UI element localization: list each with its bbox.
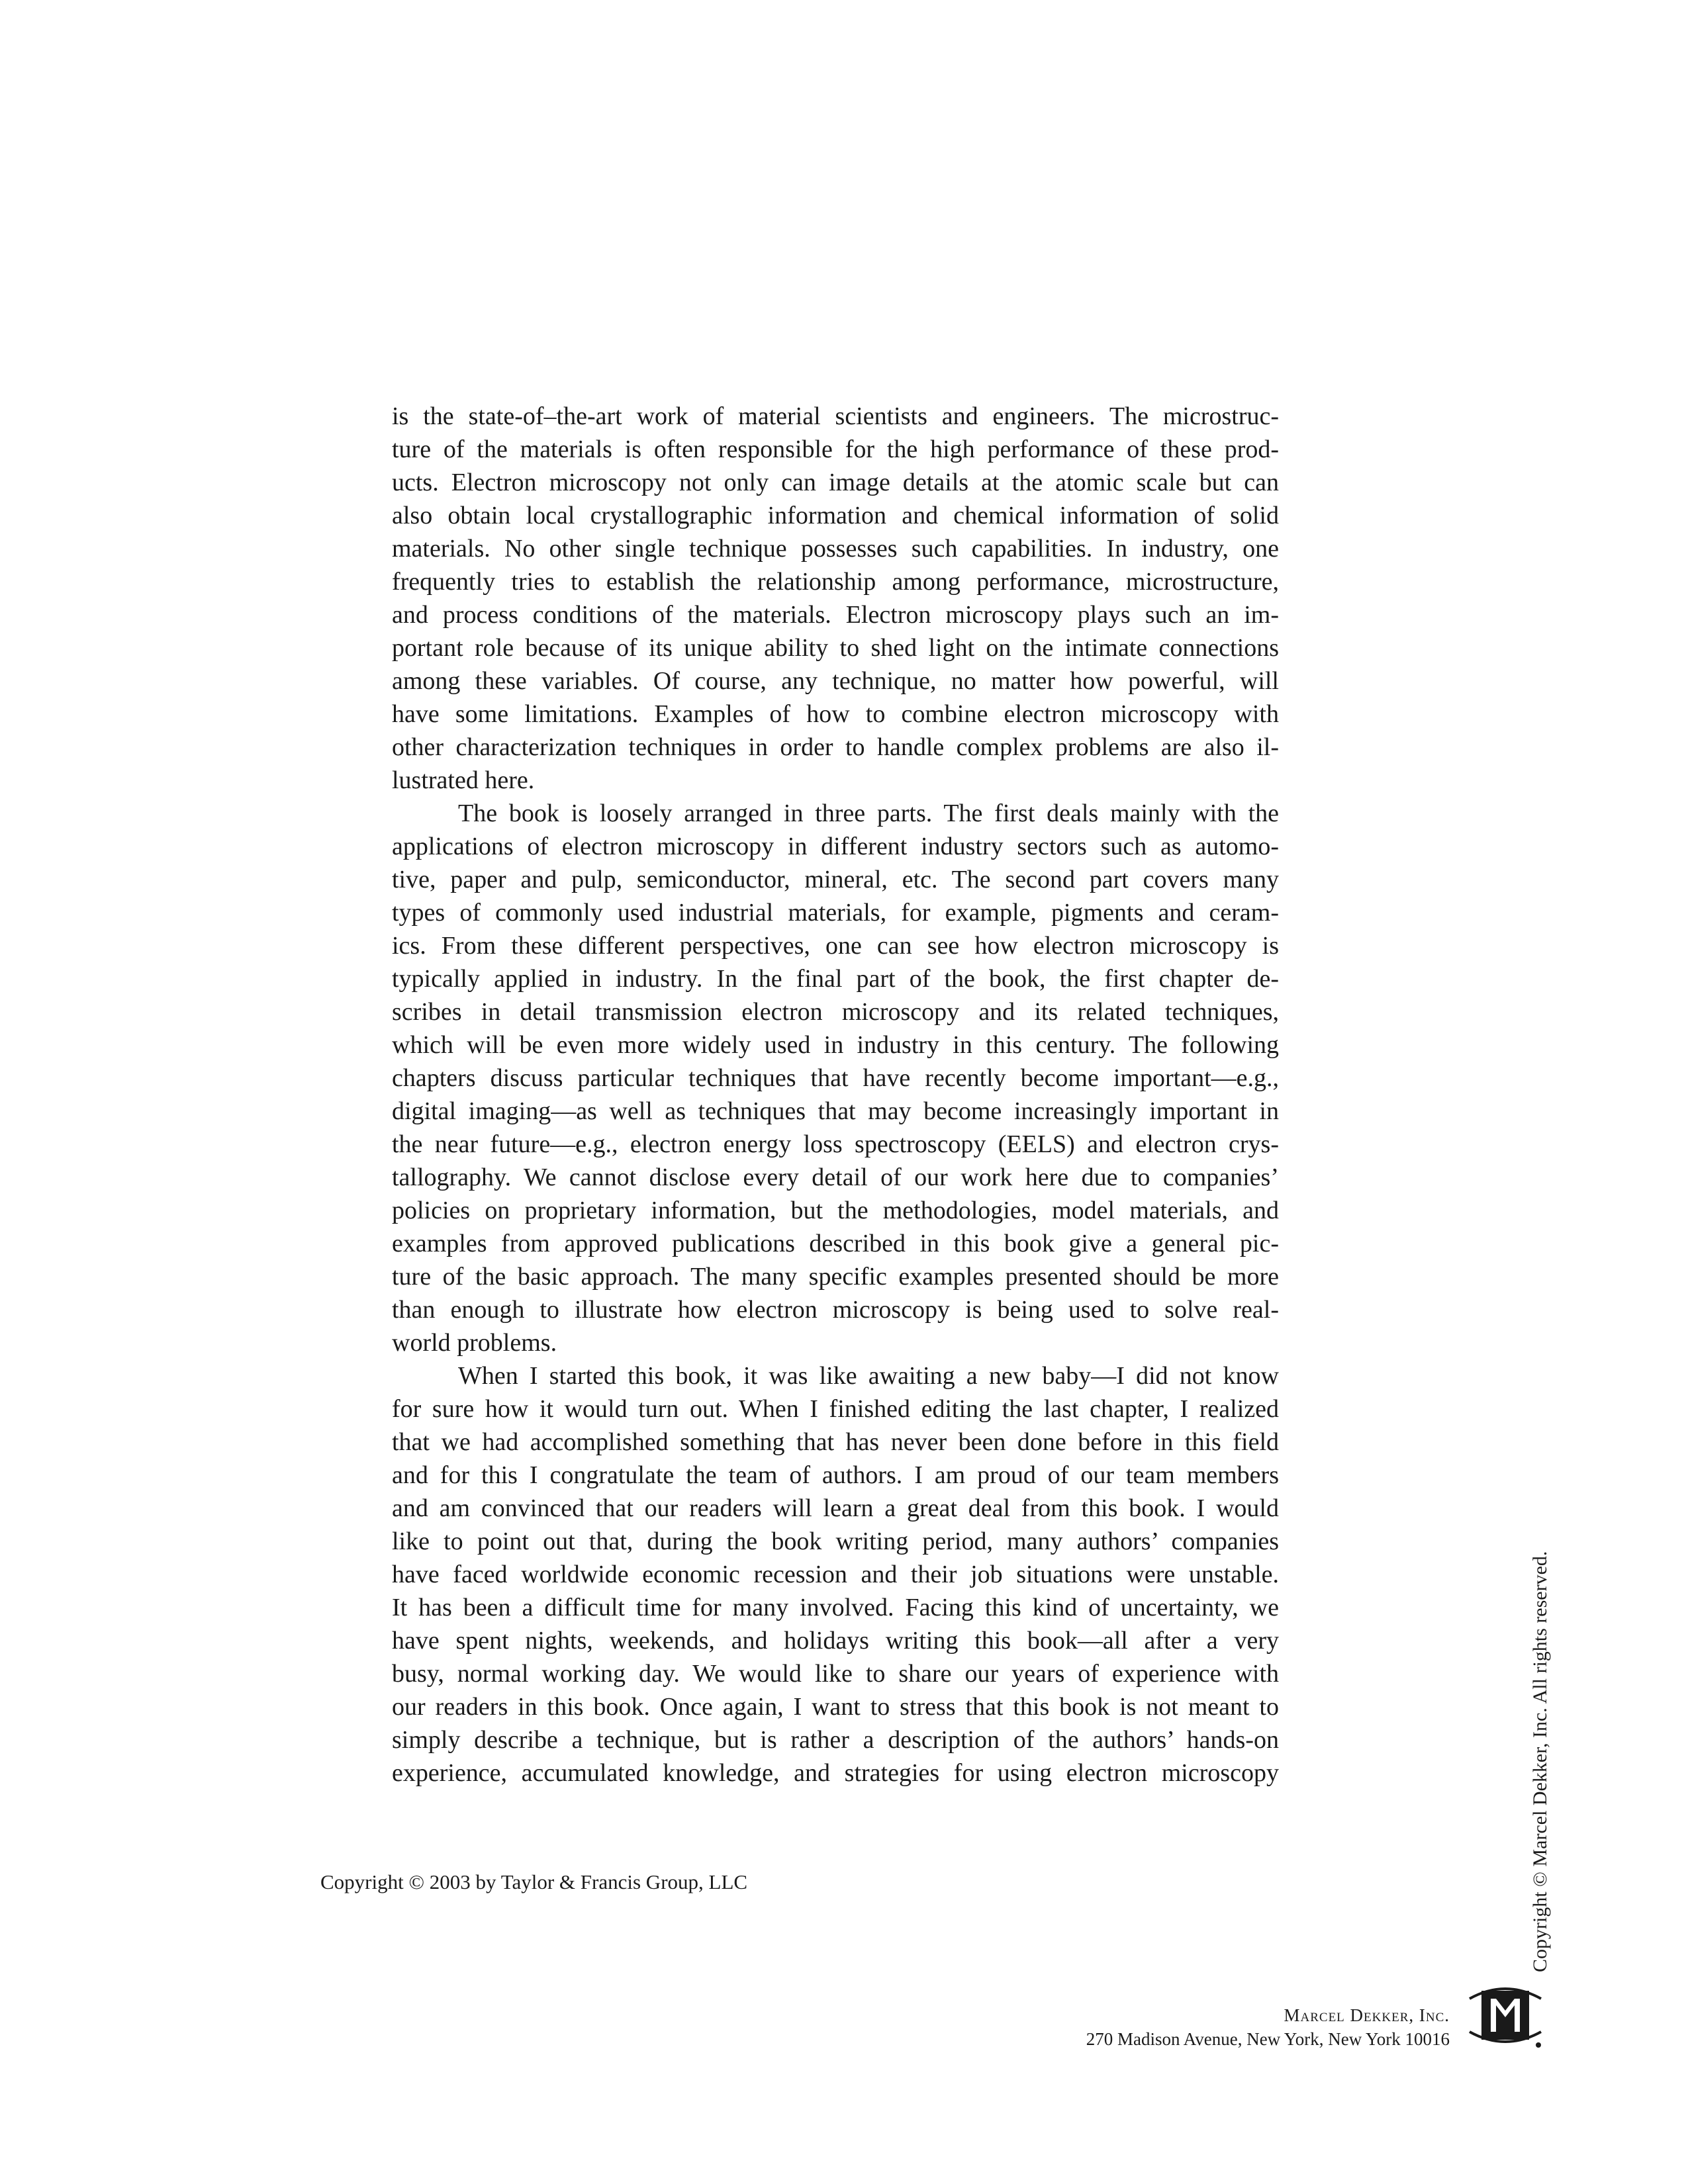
text-line: is the state-of–the-art work of material scientists and engineers. The microstruc- — [392, 402, 1279, 430]
text-line: also obtain local crystallographic information and chemical information of solid — [392, 502, 1279, 529]
text-line: chapters discuss particular techniques that have recently become important—e.g., — [392, 1064, 1279, 1092]
text-line: It has been a difficult time for many involved. Facing this kind of uncertainty, we — [392, 1594, 1279, 1621]
text-line: ics. From these different perspectives, one can see how electron microscopy is — [392, 932, 1279, 960]
text-line: ucts. Electron microscopy not only can image details at the atomic scale but can — [392, 469, 1279, 496]
text-line: than enough to illustrate how electron microscopy is being used to solve real- — [392, 1296, 1279, 1324]
text-line: ture of the basic approach. The many specific examples presented should be more — [392, 1263, 1279, 1291]
text-line: lustrated here. — [392, 766, 535, 794]
text-line: and for this I congratulate the team of authors. I am proud of our team members — [392, 1461, 1279, 1489]
copyright-footer: Copyright © 2003 by Taylor & Francis Group, LLC — [320, 1870, 748, 1893]
text-line: typically applied in industry. In the final part of the book, the first chapter de- — [392, 965, 1279, 993]
text-line: and am convinced that our readers will learn a great deal from this book. I would — [392, 1494, 1279, 1522]
text-line: examples from approved publications described in this book give a general pic- — [392, 1230, 1279, 1257]
text-line: simply describe a technique, but is rather a description of the authors’ hands-on — [392, 1726, 1279, 1754]
text-line: like to point out that, during the book writing period, many authors’ companies — [392, 1527, 1279, 1555]
text-line: tive, paper and pulp, semiconductor, mineral, etc. The second part covers many — [392, 866, 1279, 893]
publisher-address: 270 Madison Avenue, New York, New York 10016 — [1086, 2029, 1450, 2049]
text-line: which will be even more widely used in industry in this century. The following — [392, 1031, 1279, 1059]
text-line: types of commonly used industrial materials, for example, pigments and ceram- — [392, 899, 1279, 927]
text-line: portant role because of its unique ability to shed light on the intimate connections — [392, 634, 1279, 662]
text-line: have some limitations. Examples of how to combine electron microscopy with — [392, 700, 1279, 728]
text-line: experience, accumulated knowledge, and strategies for using electron microscopy — [392, 1759, 1279, 1787]
publisher-name: Marcel Dekker, Inc. — [1284, 2005, 1450, 2025]
text-line: scribes in detail transmission electron microscopy and its related techniques, — [392, 998, 1279, 1026]
text-line: busy, normal working day. We would like to share our years of experience with — [392, 1660, 1279, 1688]
text-line: other characterization techniques in order to handle complex problems are also il- — [392, 733, 1279, 761]
text-line: tallography. We cannot disclose every detail of our work here due to companies’ — [392, 1163, 1279, 1191]
text-line: have spent nights, weekends, and holidays writing this book—all after a very — [392, 1627, 1279, 1655]
text-line: The book is loosely arranged in three parts. The first deals mainly with the — [458, 799, 1279, 827]
text-line: digital imaging—as well as techniques that may become increasingly important in — [392, 1097, 1279, 1125]
text-line: applications of electron microscopy in different industry sectors such as automo- — [392, 833, 1279, 860]
text-line: frequently tries to establish the relationship among performance, microstructure, — [392, 568, 1279, 596]
body-text — [392, 400, 1279, 1790]
text-line: the near future—e.g., electron energy loss spectroscopy (EELS) and electron crys- — [392, 1130, 1279, 1158]
text-line: that we had accomplished something that has never been done before in this field — [392, 1428, 1279, 1456]
text-line: have faced worldwide economic recession and their job situations were unstable. — [392, 1561, 1279, 1588]
text-line: for sure how it would turn out. When I finished editing the last chapter, I realized — [392, 1395, 1279, 1423]
text-line: ture of the materials is often responsible for the high performance of these prod- — [392, 435, 1279, 463]
text-line: and process conditions of the materials. Electron microscopy plays such an im- — [392, 601, 1279, 629]
publisher-logo-icon — [1466, 1979, 1545, 2052]
text-line: materials. No other single technique possesses such capabilities. In industry, one — [392, 535, 1279, 563]
text-line: policies on proprietary information, but the methodologies, model materials, and — [392, 1197, 1279, 1224]
margin-copyright-notice: Copyright © Marcel Dekker, Inc. All rights reserved. — [1529, 1551, 1551, 1972]
text-line: world problems. — [392, 1329, 557, 1357]
text-line: our readers in this book. Once again, I want to stress that this book is not meant to — [392, 1693, 1279, 1721]
text-line: among these variables. Of course, any technique, no matter how powerful, will — [392, 667, 1279, 695]
text-line: When I started this book, it was like awaiting a new baby—I did not know — [458, 1362, 1279, 1390]
